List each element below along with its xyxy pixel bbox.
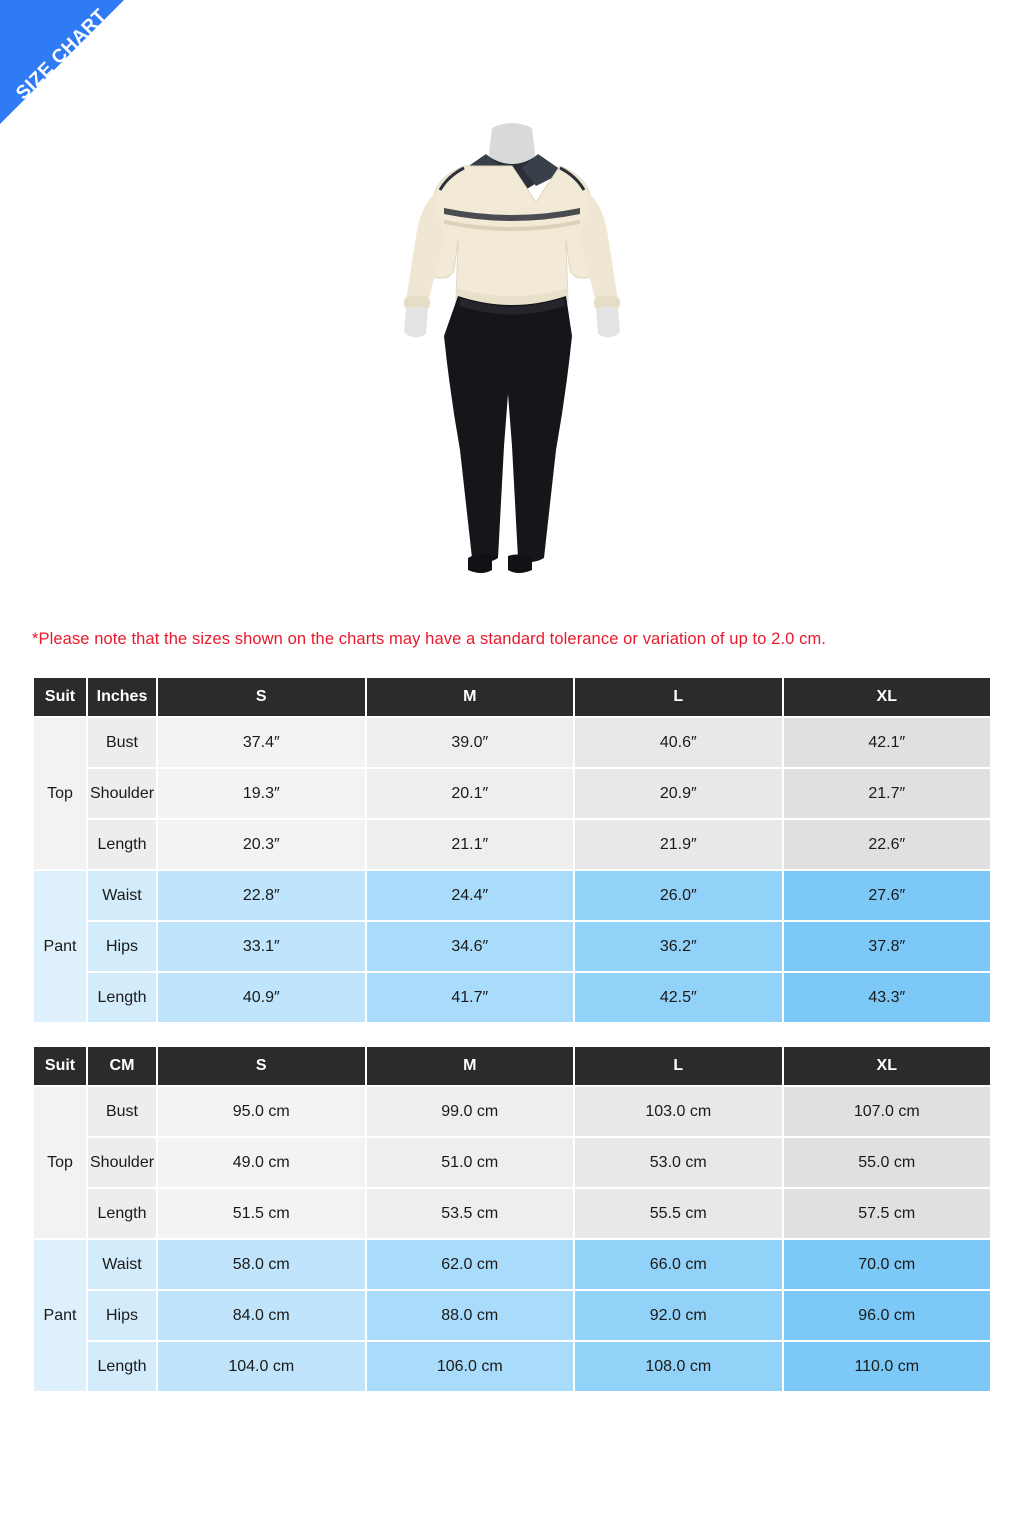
table-row — [33, 1137, 991, 1188]
group-top — [33, 717, 991, 870]
cell-bust-xl: 107.0 cm — [783, 1086, 992, 1137]
cell-bust-s: 37.4″ — [157, 717, 366, 768]
cell-top-length-l: 21.9″ — [574, 819, 783, 870]
size-table-cm — [32, 1045, 992, 1393]
cell-hips-m: 34.6″ — [366, 921, 575, 972]
cell-top-length-m: 53.5 cm — [366, 1188, 575, 1239]
cell-waist-m: 24.4″ — [366, 870, 575, 921]
cell-bust-xl: 42.1″ — [783, 717, 992, 768]
cell-bust-l: 40.6″ — [574, 717, 783, 768]
cell-hips-xl: 37.8″ — [783, 921, 992, 972]
cell-shoulder-l: 53.0 cm — [574, 1137, 783, 1188]
header-size-s: S — [157, 1046, 366, 1086]
product-image — [0, 120, 1024, 610]
table-row — [33, 972, 991, 1023]
cell-top-length-xl: 22.6″ — [783, 819, 992, 870]
cell-shoulder-s: 19.3″ — [157, 768, 366, 819]
cell-hips-l: 36.2″ — [574, 921, 783, 972]
cell-pant-length-s: 40.9″ — [157, 972, 366, 1023]
cell-waist-s: 22.8″ — [157, 870, 366, 921]
cell-top-length-l: 55.5 cm — [574, 1188, 783, 1239]
header-size-l: L — [574, 1046, 783, 1086]
table-row — [33, 921, 991, 972]
cell-hips-m: 88.0 cm — [366, 1290, 575, 1341]
row-label-bust: Bust — [87, 717, 157, 768]
mannequin-illustration — [352, 120, 672, 600]
cell-top-length-xl: 57.5 cm — [783, 1188, 992, 1239]
header-unit: Inches — [87, 677, 157, 717]
cell-hips-xl: 96.0 cm — [783, 1290, 992, 1341]
cell-shoulder-l: 20.9″ — [574, 768, 783, 819]
group-label-top: Top — [33, 717, 87, 870]
row-label-shoulder: Shoulder — [87, 1137, 157, 1188]
cell-hips-s: 33.1″ — [157, 921, 366, 972]
group-pant — [33, 870, 991, 1023]
cell-waist-l: 66.0 cm — [574, 1239, 783, 1290]
header-size-m: M — [366, 677, 575, 717]
cell-waist-xl: 70.0 cm — [783, 1239, 992, 1290]
cell-pant-length-s: 104.0 cm — [157, 1341, 366, 1392]
table-row — [33, 1086, 991, 1137]
table-row — [33, 1290, 991, 1341]
cell-shoulder-s: 49.0 cm — [157, 1137, 366, 1188]
size-table-inches — [32, 676, 992, 1024]
cell-shoulder-m: 20.1″ — [366, 768, 575, 819]
cell-waist-xl: 27.6″ — [783, 870, 992, 921]
cell-shoulder-m: 51.0 cm — [366, 1137, 575, 1188]
row-label-top-length: Length — [87, 819, 157, 870]
cell-top-length-s: 20.3″ — [157, 819, 366, 870]
row-label-pant-length: Length — [87, 1341, 157, 1392]
cell-pant-length-m: 106.0 cm — [366, 1341, 575, 1392]
table-row — [33, 1341, 991, 1392]
ribbon-label: SIZE CHART — [12, 5, 112, 105]
table-row — [33, 870, 991, 921]
table-row — [33, 1188, 991, 1239]
cell-pant-length-xl: 110.0 cm — [783, 1341, 992, 1392]
group-label-top: Top — [33, 1086, 87, 1239]
header-size-xl: XL — [783, 677, 992, 717]
cell-bust-l: 103.0 cm — [574, 1086, 783, 1137]
cell-pant-length-xl: 43.3″ — [783, 972, 992, 1023]
row-label-top-length: Length — [87, 1188, 157, 1239]
header-suit: Suit — [33, 677, 87, 717]
cell-waist-m: 62.0 cm — [366, 1239, 575, 1290]
tolerance-note: *Please note that the sizes shown on the charts may have a standard tolerance or variation of up to 2.0 cm. — [32, 630, 826, 648]
cell-pant-length-m: 41.7″ — [366, 972, 575, 1023]
cell-bust-m: 99.0 cm — [366, 1086, 575, 1137]
header-size-xl: XL — [783, 1046, 992, 1086]
group-top — [33, 1086, 991, 1239]
cell-bust-s: 95.0 cm — [157, 1086, 366, 1137]
row-label-shoulder: Shoulder — [87, 768, 157, 819]
header-suit: Suit — [33, 1046, 87, 1086]
header-unit: CM — [87, 1046, 157, 1086]
cell-pant-length-l: 108.0 cm — [574, 1341, 783, 1392]
table-row — [33, 717, 991, 768]
cell-shoulder-xl: 21.7″ — [783, 768, 992, 819]
cell-pant-length-l: 42.5″ — [574, 972, 783, 1023]
cell-bust-m: 39.0″ — [366, 717, 575, 768]
table-header-row — [33, 677, 991, 717]
cell-hips-s: 84.0 cm — [157, 1290, 366, 1341]
header-size-m: M — [366, 1046, 575, 1086]
cell-waist-l: 26.0″ — [574, 870, 783, 921]
row-label-hips: Hips — [87, 921, 157, 972]
row-label-waist: Waist — [87, 1239, 157, 1290]
row-label-bust: Bust — [87, 1086, 157, 1137]
cell-shoulder-xl: 55.0 cm — [783, 1137, 992, 1188]
cell-hips-l: 92.0 cm — [574, 1290, 783, 1341]
group-label-pant: Pant — [33, 870, 87, 1023]
cell-waist-s: 58.0 cm — [157, 1239, 366, 1290]
header-size-s: S — [157, 677, 366, 717]
table-row — [33, 768, 991, 819]
group-pant — [33, 1239, 991, 1392]
header-size-l: L — [574, 677, 783, 717]
group-label-pant: Pant — [33, 1239, 87, 1392]
row-label-pant-length: Length — [87, 972, 157, 1023]
table-row — [33, 819, 991, 870]
table-row — [33, 1239, 991, 1290]
row-label-waist: Waist — [87, 870, 157, 921]
table-header-row — [33, 1046, 991, 1086]
cell-top-length-m: 21.1″ — [366, 819, 575, 870]
cell-top-length-s: 51.5 cm — [157, 1188, 366, 1239]
row-label-hips: Hips — [87, 1290, 157, 1341]
